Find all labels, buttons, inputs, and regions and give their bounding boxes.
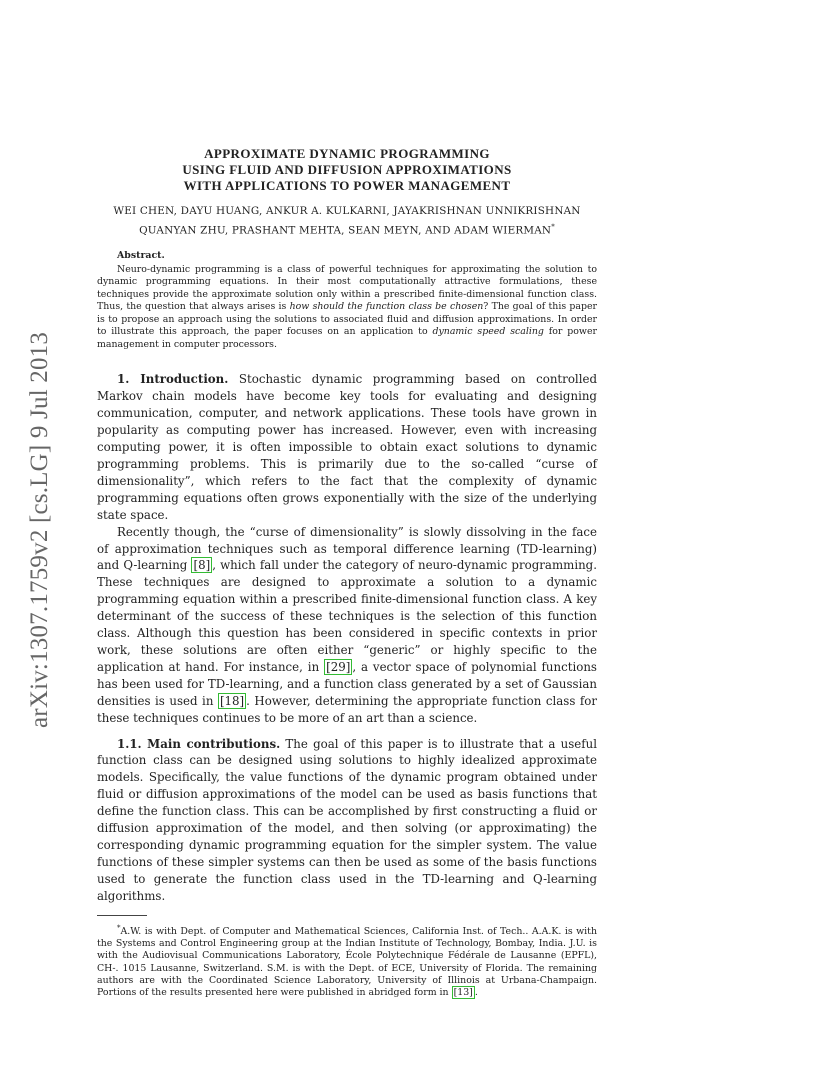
citation-link[interactable]: [29] [326,659,351,674]
citation-link[interactable]: [13] [453,987,473,999]
abstract-emphasis: dynamic speed scaling [432,326,544,338]
citation-link[interactable]: [18] [219,693,245,708]
footnote [97,922,597,1000]
subsection-heading: 1.1. Main contributions. [117,736,281,751]
abstract [97,250,597,351]
paragraph-text: . However, determining the appropriate function class for these techniques continues to be more of an art than a science. [97,693,597,725]
paragraph-text: The goal of this paper is to illustrate that a useful function class can be designed using solutions to highly idealized approximate models. Specifically, the value functions of the dynamic program obtained under fluid or diffusion approximations of the model can be used as basis functions that define the function class. This can be accomplished by first constructing a fluid or diffusion approximation of the model, and then solving (or approximating) the corresponding dynamic programming equation for the simpler system. The value functions of these simpler systems can then be used as some of the basis functions used to generate the function class used in the TD-learning and Q-learning algorithms. [97,736,597,903]
footnote-text-part: . [474,987,478,999]
paper-title [97,146,597,194]
arxiv-identifier: arXiv:1307.1759v2 [cs.LG] 9 Jul 2013 [26,331,53,729]
author-list [97,203,597,238]
paragraph-text: Recently though, the “curse of dimensionality” is slowly dissolving in the face of approximation techniques such as temporal difference learning (TD-learning) and Q-learning [97,524,597,573]
footnote-text [97,922,597,1000]
section-main-contributions [97,736,597,905]
title-line: APPROXIMATE DYNAMIC PROGRAMMING [204,146,490,161]
paper-body [97,371,597,904]
authors-line [97,219,597,238]
footnote-text-part: A.W. is with Dept. of Computer and Mathematical Sciences, California Inst. of Tech.. A.A.K. is with the Systems and Control Engineering group at the Indian Institute of Technology, Bombay, India. J.U. is with the Audiovisual Communications Laboratory, École Polytechnique Fédérale de Lausanne (EPFL), CH-. 1015 Lausanne, Switzerland. S.M. is with the Dept. of ECE, University of Florida. The remaining authors are with the Coordinated Science Laboratory, University of Illinois at Urbana-Champaign. Portions of the results presented here were published in abridged form in [97,925,597,999]
paragraph [97,371,597,523]
section-heading: 1. Introduction. [117,372,229,387]
paragraph [97,524,597,727]
title-line: WITH APPLICATIONS TO POWER MANAGEMENT [183,178,511,193]
paper-page [97,146,597,999]
paragraph [97,736,597,905]
abstract-text-part: for power management in computer processors. [97,326,597,350]
footnote-divider [97,915,147,916]
abstract-emphasis: how should the function class be chosen [289,301,484,313]
abstract-text [97,264,597,352]
abstract-label: Abstract. [117,250,165,262]
abstract-text-part: ? The goal of this paper is to propose an approach using the solutions to associated fluid and diffusion approximations. In order to illustrate this approach, the paper focuses on an application to [97,301,598,338]
section-introduction [97,371,597,726]
authors-line: WEI CHEN, DAYU HUANG, ANKUR A. KULKARNI, JAYAKRISHNAN UNNIKRISHNAN [113,205,581,217]
paragraph-text: Stochastic dynamic programming based on controlled Markov chain models have become key tools for evaluating and designing communication, computer, and network applications. These tools have grown in popularity as computing power has increased. However, even with increasing computing power, it is often impossible to obtain exact solutions to dynamic programming problems. This is primarily due to the so-called “curse of dimensionality”, which refers to the fact that the complexity of dynamic programming equations often grows exponentially with the size of the underlying state space. [97,372,597,522]
authors-line-text: QUANYAN ZHU, PRASHANT MEHTA, SEAN MEYN, AND ADAM WIERMAN [139,224,552,237]
paragraph-text: , a vector space of polynomial functions has been used for TD-learning, and a function class generated by a set of Gaussian densities is used in [97,659,597,708]
footnote-marker: * [117,923,121,932]
citation-link[interactable]: [8] [193,558,211,573]
title-line: USING FLUID AND DIFFUSION APPROXIMATIONS [182,162,512,177]
footnote-marker: * [551,223,555,231]
abstract-text-part: Neuro-dynamic programming is a class of powerful techniques for approximating the solution to dynamic programming equations. In their most computationally attractive formulations, these techniques provide the approximate solution only within a prescribed finite-dimensional function class. Thus, the question that always arises is [97,263,597,313]
paragraph-text: , which fall under the category of neuro-dynamic programming. These techniques are designed to approximate a solution to a dynamic programming equation within a prescribed finite-dimensional function class. A key determinant of the success of these techniques is the selection of this function class. Although this question has been considered in specific contexts in prior work, these solutions are often either “generic” or highly specific to the application at hand. For instance, in [97,558,597,674]
